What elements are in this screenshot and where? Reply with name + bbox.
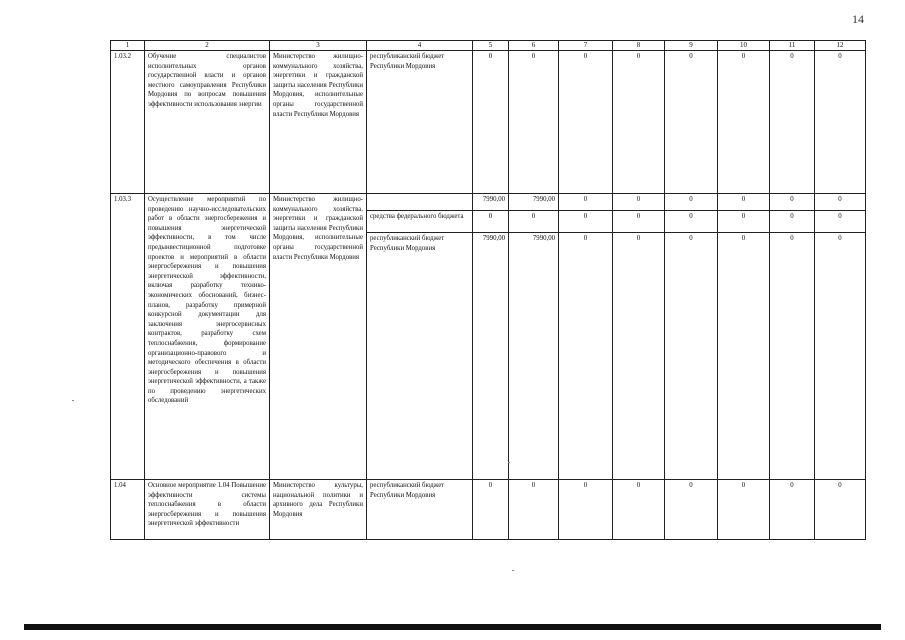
value-cell: 0 (509, 51, 559, 194)
value-cell: 0 (473, 480, 509, 540)
value-cell: 7990,00 (532, 235, 555, 242)
column-header: 7 (559, 41, 613, 51)
value-cell: 0 (815, 480, 866, 540)
value-cell: 0 (741, 235, 746, 242)
value-cell: 0 (770, 194, 814, 211)
measure-description: Осуществление мероприятий по проведению научно-исследовательских работ в области энергосбережения и повышения энергетической эффективности, в том числе предынвестиционной подготовке проектов и мероприятий в области энергосбережения и повышения энергетической эффективности, включая разработку технико-экономических обоснований, бизнес-планов, разработку примерной конкурсной документации для заключения энергосервисных контрактов, разработку схем теплоснабжения, формирование организационно-правового и методического обеспечения в области энергосбережения и повышения энергетической эффективности, а также по проведению энергетических обследований (145, 194, 270, 480)
value-cell: 0 (770, 480, 815, 540)
funding-source-total (367, 194, 472, 211)
column-number-row (111, 41, 866, 51)
value-cell: 0 (509, 211, 558, 233)
value-cell: 0 (815, 194, 865, 211)
column-header: 4 (367, 41, 473, 51)
value-cell: 0 (718, 194, 769, 211)
value-cell: 0 (583, 235, 588, 242)
value-cell: 0 (838, 235, 842, 242)
value-cell: 0 (815, 211, 865, 233)
executor-cell: Министерство культуры, национальной политики и архивного дела Республики Мордовия (270, 480, 367, 540)
scan-speck (508, 462, 510, 463)
column-header: 12 (815, 41, 866, 51)
value-group (559, 194, 613, 480)
value-cell: 0 (613, 194, 664, 211)
measure-code: 1.03.2 (111, 51, 145, 194)
value-group (665, 194, 718, 480)
column-header: 8 (613, 41, 665, 51)
column-header: 11 (770, 41, 815, 51)
value-cell: 0 (689, 235, 693, 242)
executor-cell: Министерство жилищно-коммунального хозяйства, энергетики и гражданской защиты населения Республики Мордовия, исполнительные органы государственной власти Республики Мордовия (270, 51, 367, 194)
value-group (509, 194, 559, 480)
funding-source: средства федерального бюджета (367, 211, 472, 233)
column-header: 9 (665, 41, 718, 51)
page-number: 14 (852, 12, 864, 26)
value-cell: 0 (665, 211, 717, 233)
value-cell: 0 (718, 211, 769, 233)
table-row (111, 51, 866, 194)
value-cell: 0 (559, 51, 613, 194)
measure-description: Обучение специалистов исполнительных органов государственной власти и органов местного самоуправления Республики Мордовия по вопросам повышения эффективности использования энергии (145, 51, 270, 194)
scan-edge-bar (24, 624, 881, 630)
value-group (770, 194, 815, 480)
measure-code: 1.04 (111, 480, 145, 540)
value-group (473, 194, 509, 480)
value-cell: 0 (473, 211, 508, 233)
column-header: 6 (509, 41, 559, 51)
value-cell: 0 (815, 51, 866, 194)
value-cell: 0 (718, 480, 770, 540)
column-header: 10 (718, 41, 770, 51)
funding-source: республиканский бюджет Республики Мордовия (370, 235, 445, 252)
funding-source-group (367, 194, 473, 480)
scan-speck (72, 400, 74, 401)
value-cell: 0 (559, 211, 612, 233)
table-row (111, 480, 866, 540)
value-cell: 0 (665, 194, 717, 211)
funding-source: республиканский бюджет Республики Мордовия (367, 51, 473, 194)
value-cell: 0 (613, 211, 664, 233)
value-cell: 0 (613, 51, 665, 194)
value-group (613, 194, 665, 480)
table-row (111, 194, 866, 480)
executor-cell: Министерство жилищно-коммунального хозяйства, энергетики и гражданской защиты населения Республики Мордовия, исполнительные органы государственной власти Республики Мордовия (270, 194, 367, 480)
value-cell: 0 (509, 480, 559, 540)
column-header: 5 (473, 41, 509, 51)
funding-source: республиканский бюджет Республики Мордовия (367, 480, 473, 540)
column-header: 2 (145, 41, 270, 51)
column-header: 3 (270, 41, 367, 51)
measure-code: 1.03.3 (111, 194, 145, 480)
value-cell: 0 (636, 235, 641, 242)
value-cell: 0 (665, 480, 718, 540)
value-cell: 0 (613, 480, 665, 540)
value-cell: 0 (559, 480, 613, 540)
value-cell: 0 (770, 211, 814, 233)
value-cell: 0 (665, 51, 718, 194)
value-cell: 0 (559, 194, 612, 211)
value-group (815, 194, 866, 480)
program-measures-table (110, 40, 866, 540)
value-cell: 7990,00 (482, 235, 505, 242)
measure-description: Основное мероприятие 1.04 Повышение эффективности системы теплоснабжения в области энергосбережения и повышения энергетической эффективности (145, 480, 270, 540)
value-cell: 0 (790, 235, 794, 242)
value-cell: 0 (473, 51, 509, 194)
value-group (718, 194, 770, 480)
value-cell: 0 (770, 51, 815, 194)
scan-speck (512, 570, 514, 571)
value-cell: 7990,00 (509, 194, 558, 211)
value-cell: 0 (718, 51, 770, 194)
value-cell: 7990,00 (473, 194, 508, 211)
column-header: 1 (111, 41, 145, 51)
